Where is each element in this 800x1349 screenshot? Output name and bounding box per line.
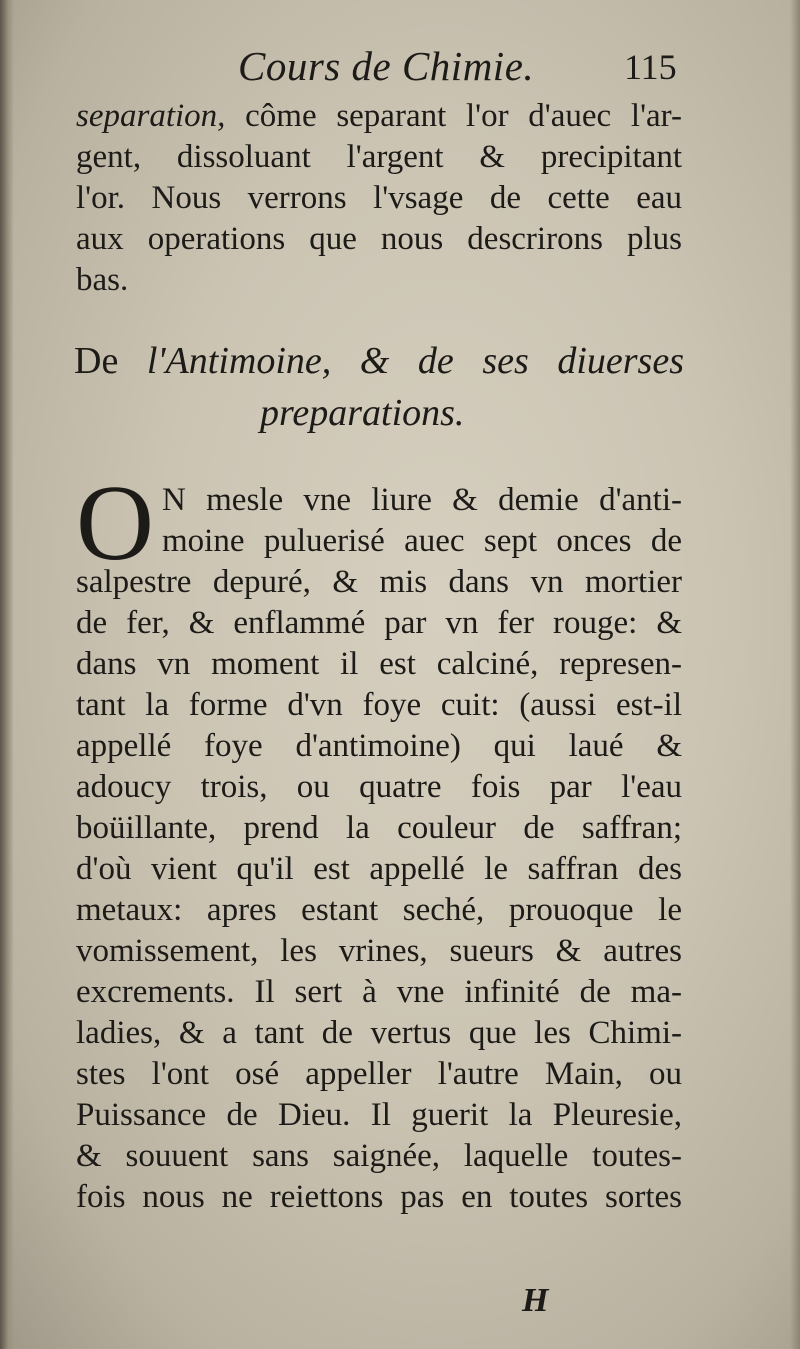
- text-line: N mesle vne liure & demie d'anti-: [162, 482, 682, 518]
- text-line: d'où vient qu'il est appellé le saffran des: [76, 851, 682, 887]
- text-line: ladies, & a tant de vertus que les Chimi-: [76, 1015, 682, 1051]
- page-edge-shadow: [790, 0, 800, 1349]
- text-line: tant la forme d'vn foye cuit: (aussi est-il: [76, 687, 682, 723]
- italic-word: separation,: [76, 98, 226, 134]
- text-line: gent, dissoluant l'argent & precipitant: [76, 139, 682, 175]
- text-line: & souuent sans saignée, laquelle toutes-: [76, 1138, 682, 1174]
- main-paragraph: [76, 480, 682, 1218]
- text-line: de fer, & enflammé par vn fer rouge: &: [76, 605, 682, 641]
- section-heading-line1: De l'Antimoine, & de ses diuerses: [74, 340, 684, 382]
- text-line: bas.: [76, 262, 129, 298]
- page-header: [0, 40, 800, 100]
- text-line: fois nous ne reiettons pas en toutes sortes: [76, 1179, 682, 1215]
- italic-heading-part: l'Antimoine, & de ses diuerses: [146, 340, 684, 382]
- text-line: boüillante, prend la couleur de saffran;: [76, 810, 682, 846]
- section-heading: [74, 335, 684, 439]
- text-line: moine puluerisé auec sept onces de: [162, 523, 682, 559]
- top-paragraph: [76, 96, 682, 301]
- text-line: salpestre depuré, & mis dans vn mortier: [76, 564, 682, 600]
- section-heading-line2: preparations.: [260, 392, 465, 434]
- text-line: aux operations que nous descrirons plus: [76, 221, 682, 257]
- running-title: Cours de Chimie.: [238, 43, 535, 89]
- page-gutter-shadow: [0, 0, 14, 1349]
- text-line: separation, côme separant l'or d'auec l'ar-: [76, 98, 682, 134]
- text-line: appellé foye d'antimoine) qui laué &: [76, 728, 682, 764]
- text-line: l'or. Nous verrons l'vsage de cette eau: [76, 180, 682, 216]
- text-line: stes l'ont osé appeller l'autre Main, ou: [76, 1056, 682, 1092]
- page-number: 115: [624, 47, 677, 87]
- text-line: Puissance de Dieu. Il guerit la Pleuresie,: [76, 1097, 682, 1133]
- text-line: metaux: apres estant seché, prouoque le: [76, 892, 682, 928]
- text-line: dans vn moment il est calciné, represen-: [76, 646, 682, 682]
- signature-mark: H: [522, 1282, 549, 1319]
- text-line: adoucy trois, ou quatre fois par l'eau: [76, 769, 682, 805]
- drop-cap: O: [76, 464, 154, 583]
- text-line: excrements. Il sert à vne infinité de ma-: [76, 974, 682, 1010]
- text-line: vomissement, les vrines, sueurs & autres: [76, 933, 682, 969]
